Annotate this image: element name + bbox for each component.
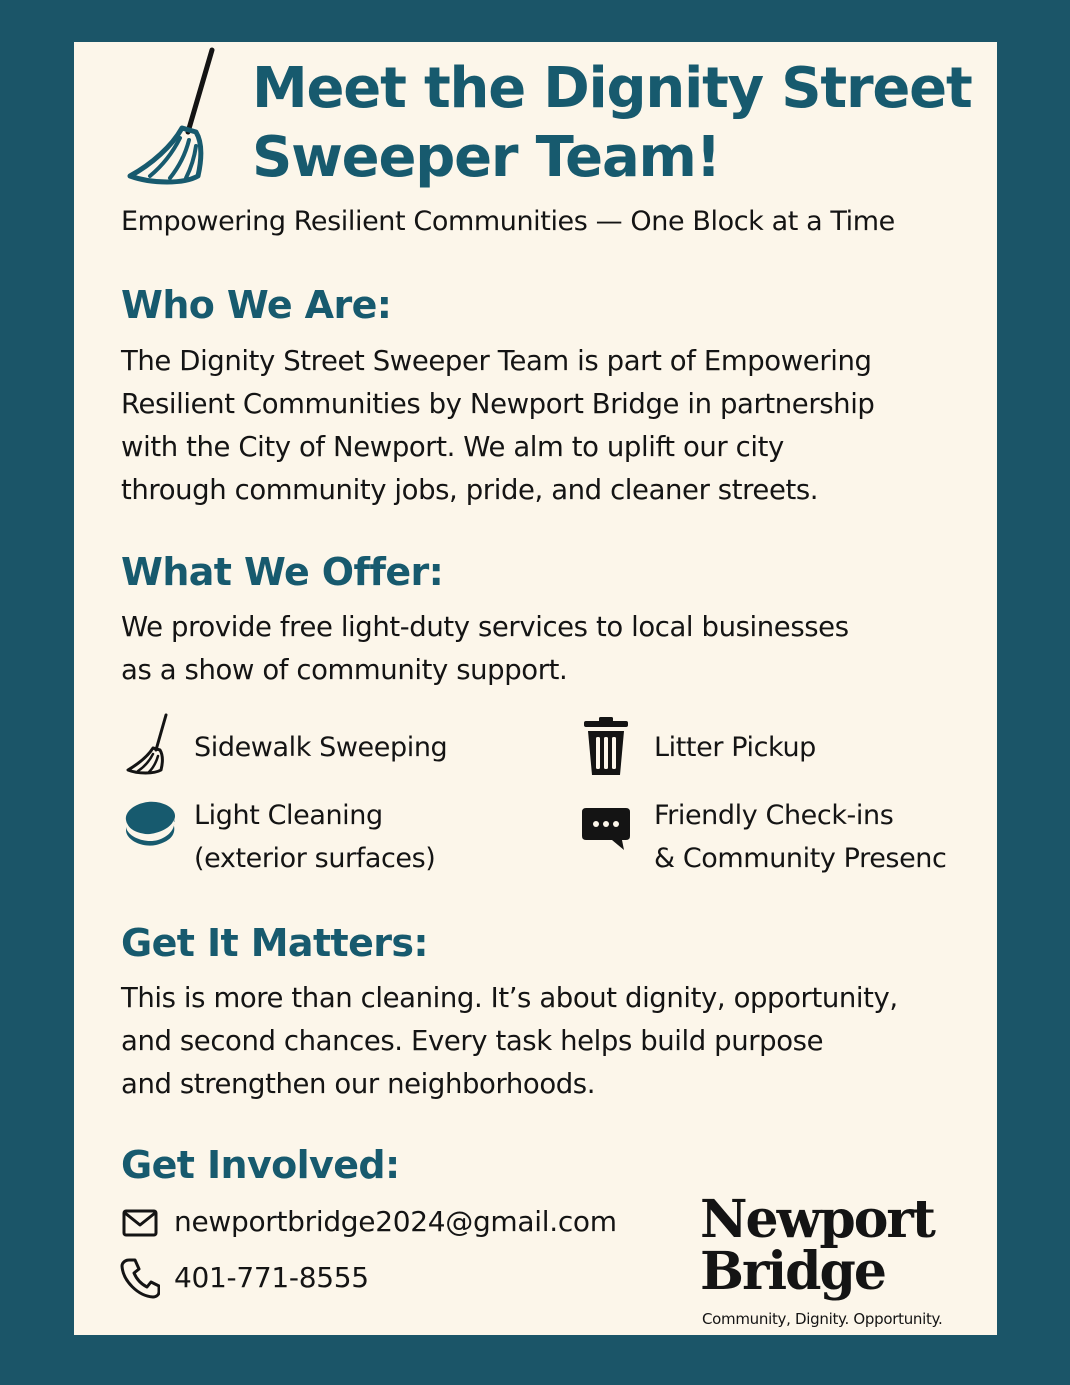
logo-tagline: Community, Dignity. Opportunity. (702, 1310, 943, 1328)
phone-link[interactable]: 401-771-8555 (174, 1261, 369, 1294)
service-sidewalk-sweeping: Sidewalk Sweeping (194, 732, 448, 763)
flyer-card (74, 42, 997, 1335)
offer-heading: What We Offer: (121, 550, 444, 594)
matters-heading: Get It Matters: (121, 921, 429, 965)
offer-paragraph (121, 606, 991, 692)
sponge-icon (122, 798, 178, 848)
service-line: & Community Presenc (654, 843, 947, 874)
who-paragraph (121, 340, 991, 512)
chat-bubble-icon (580, 806, 632, 852)
offer-line: We provide free light-duty services to local businesses (121, 611, 849, 643)
service-light-cleaning (194, 794, 435, 880)
newport-bridge-logo (700, 1189, 980, 1302)
broom-icon (124, 712, 172, 776)
service-friendly-check-ins (654, 794, 946, 880)
broom-icon (122, 46, 222, 186)
who-line: The Dignity Street Sweeper Team is part of Empowering (121, 345, 872, 377)
matters-line: This is more than cleaning. It’s about dignity, opportunity, (121, 982, 898, 1014)
who-heading: Who We Are: (121, 283, 392, 327)
matters-line: and strengthen our neighborhoods. (121, 1068, 596, 1100)
phone-icon (120, 1257, 160, 1299)
involved-heading: Get Involved: (121, 1143, 400, 1187)
service-line: Light Cleaning (194, 800, 383, 831)
logo-line-1: Newport (700, 1189, 934, 1250)
who-line: Resilient Communities by Newport Bridge in partnership (121, 388, 875, 420)
matters-line: and second chances. Every task helps build purpose (121, 1025, 824, 1057)
service-line: Friendly Check-ins (654, 800, 894, 831)
who-line: through community jobs, pride, and cleaner streets. (121, 474, 819, 506)
subtitle: Empowering Resilient Communities — One Block at a Time (121, 206, 895, 237)
service-line: (exterior surfaces) (194, 843, 436, 874)
trash-can-icon (580, 716, 632, 778)
logo-line-2: Bridge (700, 1241, 885, 1302)
email-link[interactable]: newportbridge2024@gmail.com (174, 1205, 617, 1238)
matters-paragraph (121, 977, 991, 1106)
title-line-2: Sweeper Team! (252, 125, 721, 190)
offer-line: as a show of community support. (121, 654, 568, 686)
page-title (252, 54, 992, 192)
service-litter-pickup: Litter Pickup (654, 732, 816, 763)
who-line: with the City of Newport. We alm to uplift our city (121, 431, 784, 463)
title-line-1: Meet the Dignity Street (252, 56, 972, 121)
mail-icon (122, 1209, 158, 1237)
